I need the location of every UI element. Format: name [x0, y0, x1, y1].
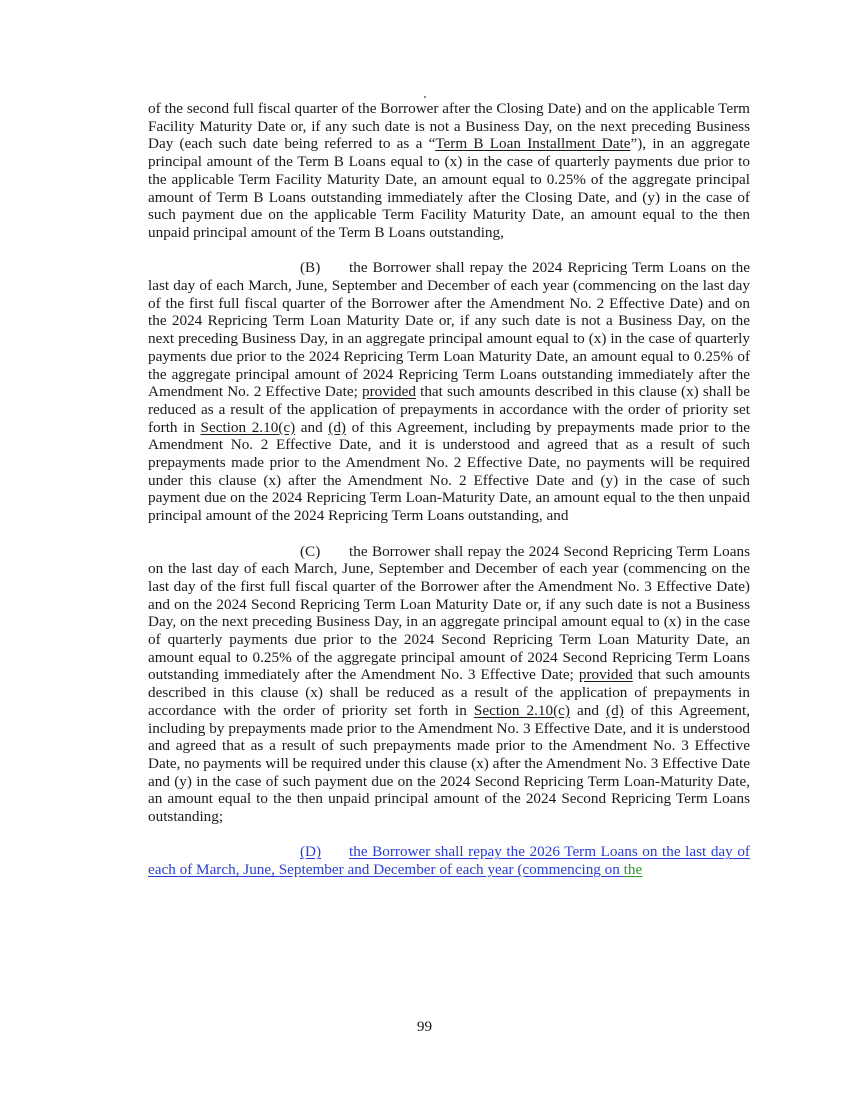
paragraph-c: (C) the Borrower shall repay the 2024 Second Repricing Term Loans on the last day of each March, June, September and December of each year (commencing on the last day of the first full fiscal quarter of the Borrower after the Amendment No. 3 Effective Date) and on the 2024 Second Repricing Term Loan Maturity Date or, if any such date is not a Business Day, on the next preceding Business Day, in an aggregate principal amount equal to (x) in the case of quarterly payments due prior to the 2024 Second Repricing Term Loan Maturity Date, an amount equal to 0.25% of the aggregate principal amount of 2024 Second Repricing Term Loans outstanding immediately after the Amendment No. 3 Effective Date; provided that such amounts described in this clause (x) shall be reduced as a result of the application of prepayments in accordance with the order of priority set forth in Section 2.10(c) and (d) of this Agreement, including by prepayments made prior to the Amendment No. 3 Effective Date, and it is understood and agreed that as a result of such prepayments made prior to the Amendment No. 3 Effective Date, no payments will be required under this clause (x) after the Amendment No. 3 Effective Date and (y) in the case of such payment due on the 2024 Second Repricing Term Loan-Maturity Date, an amount equal to the then unpaid principal amount of the 2024 Second Repricing Term Loans outstanding; [148, 542, 750, 826]
paragraph-a-continuation: of the second full fiscal quarter of the Borrower after the Closing Date) and on the applicable Term Facility Maturity Date or, if any such date is not a Business Day, on the next preceding Business Day (each such date being referred to as a “Term B Loan Installment Date”), in an aggregate principal amount of the Term B Loans equal to (x) in the case of quarterly payments due prior to the applicable Term Facility Maturity Date, an amount equal to 0.25% of the aggregate principal amount of Term B Loans outstanding immediately after the Closing Date, and (y) in the case of such payment due on the applicable Term Facility Maturity Date, an amount equal to the then unpaid principal amount of the Term B Loans outstanding, [148, 100, 751, 241]
clause-d-reference: (d) [606, 701, 624, 719]
clause-marker-b: (B) [300, 259, 321, 277]
clause-marker-d: (D) [300, 843, 322, 861]
section-2-10c-reference: Section 2.10(c) [473, 701, 570, 719]
section-2-10c-reference: Section 2.10(c) [200, 418, 296, 436]
moved-text: the [623, 861, 643, 879]
inserted-text: the Borrower shall repay the 2026 Term Loans on the last day of each of March, June, September and December of each year (commencing on [148, 843, 750, 879]
defined-term-term-b-loan-installment-date: Term B Loan Installment Date [435, 135, 631, 153]
document-page [148, 100, 750, 879]
provided-term: provided [361, 383, 416, 401]
page-number: 99 [416, 1018, 433, 1035]
paragraph-d-inserted [148, 843, 750, 878]
paragraph-b: (B) the Borrower shall repay the 2024 Repricing Term Loans on the last day of each March, June, September and December of each year (commencing on the last day of the first full fiscal quarter of the Borrower after the Amendment No. 2 Effective Date) and on the 2024 Repricing Term Loan Maturity Date or, if any such date is not a Business Day, on the next preceding Business Day, in an aggregate principal amount equal to (x) in the case of quarterly payments due prior to the 2024 Repricing Term Loan Maturity Date, an amount equal to 0.25% of the aggregate principal amount of 2024 Repricing Term Loans outstanding immediately after the Amendment No. 2 Effective Date; provided that such amounts described in this clause (x) shall be reduced as a result of the application of prepayments in accordance with the order of priority set forth in Section 2.10(c) and (d) of this Agreement, including by prepayments made prior to the Amendment No. 2 Effective Date, and it is understood and agreed that as a result of such prepayments made prior to the Amendment No. 2 Effective Date, no payments will be required under this clause (x) after the Amendment No. 2 Effective Date and (y) in the case of such payment due on the 2024 Repricing Term Loan-Maturity Date, an amount equal to the then unpaid principal amount of the 2024 Repricing Term Loans outstanding, and [148, 259, 751, 525]
provided-term: provided [578, 666, 633, 684]
clause-marker-c: (C) [300, 542, 321, 560]
scan-speck [424, 96, 426, 98]
clause-d-reference: (d) [328, 418, 346, 436]
